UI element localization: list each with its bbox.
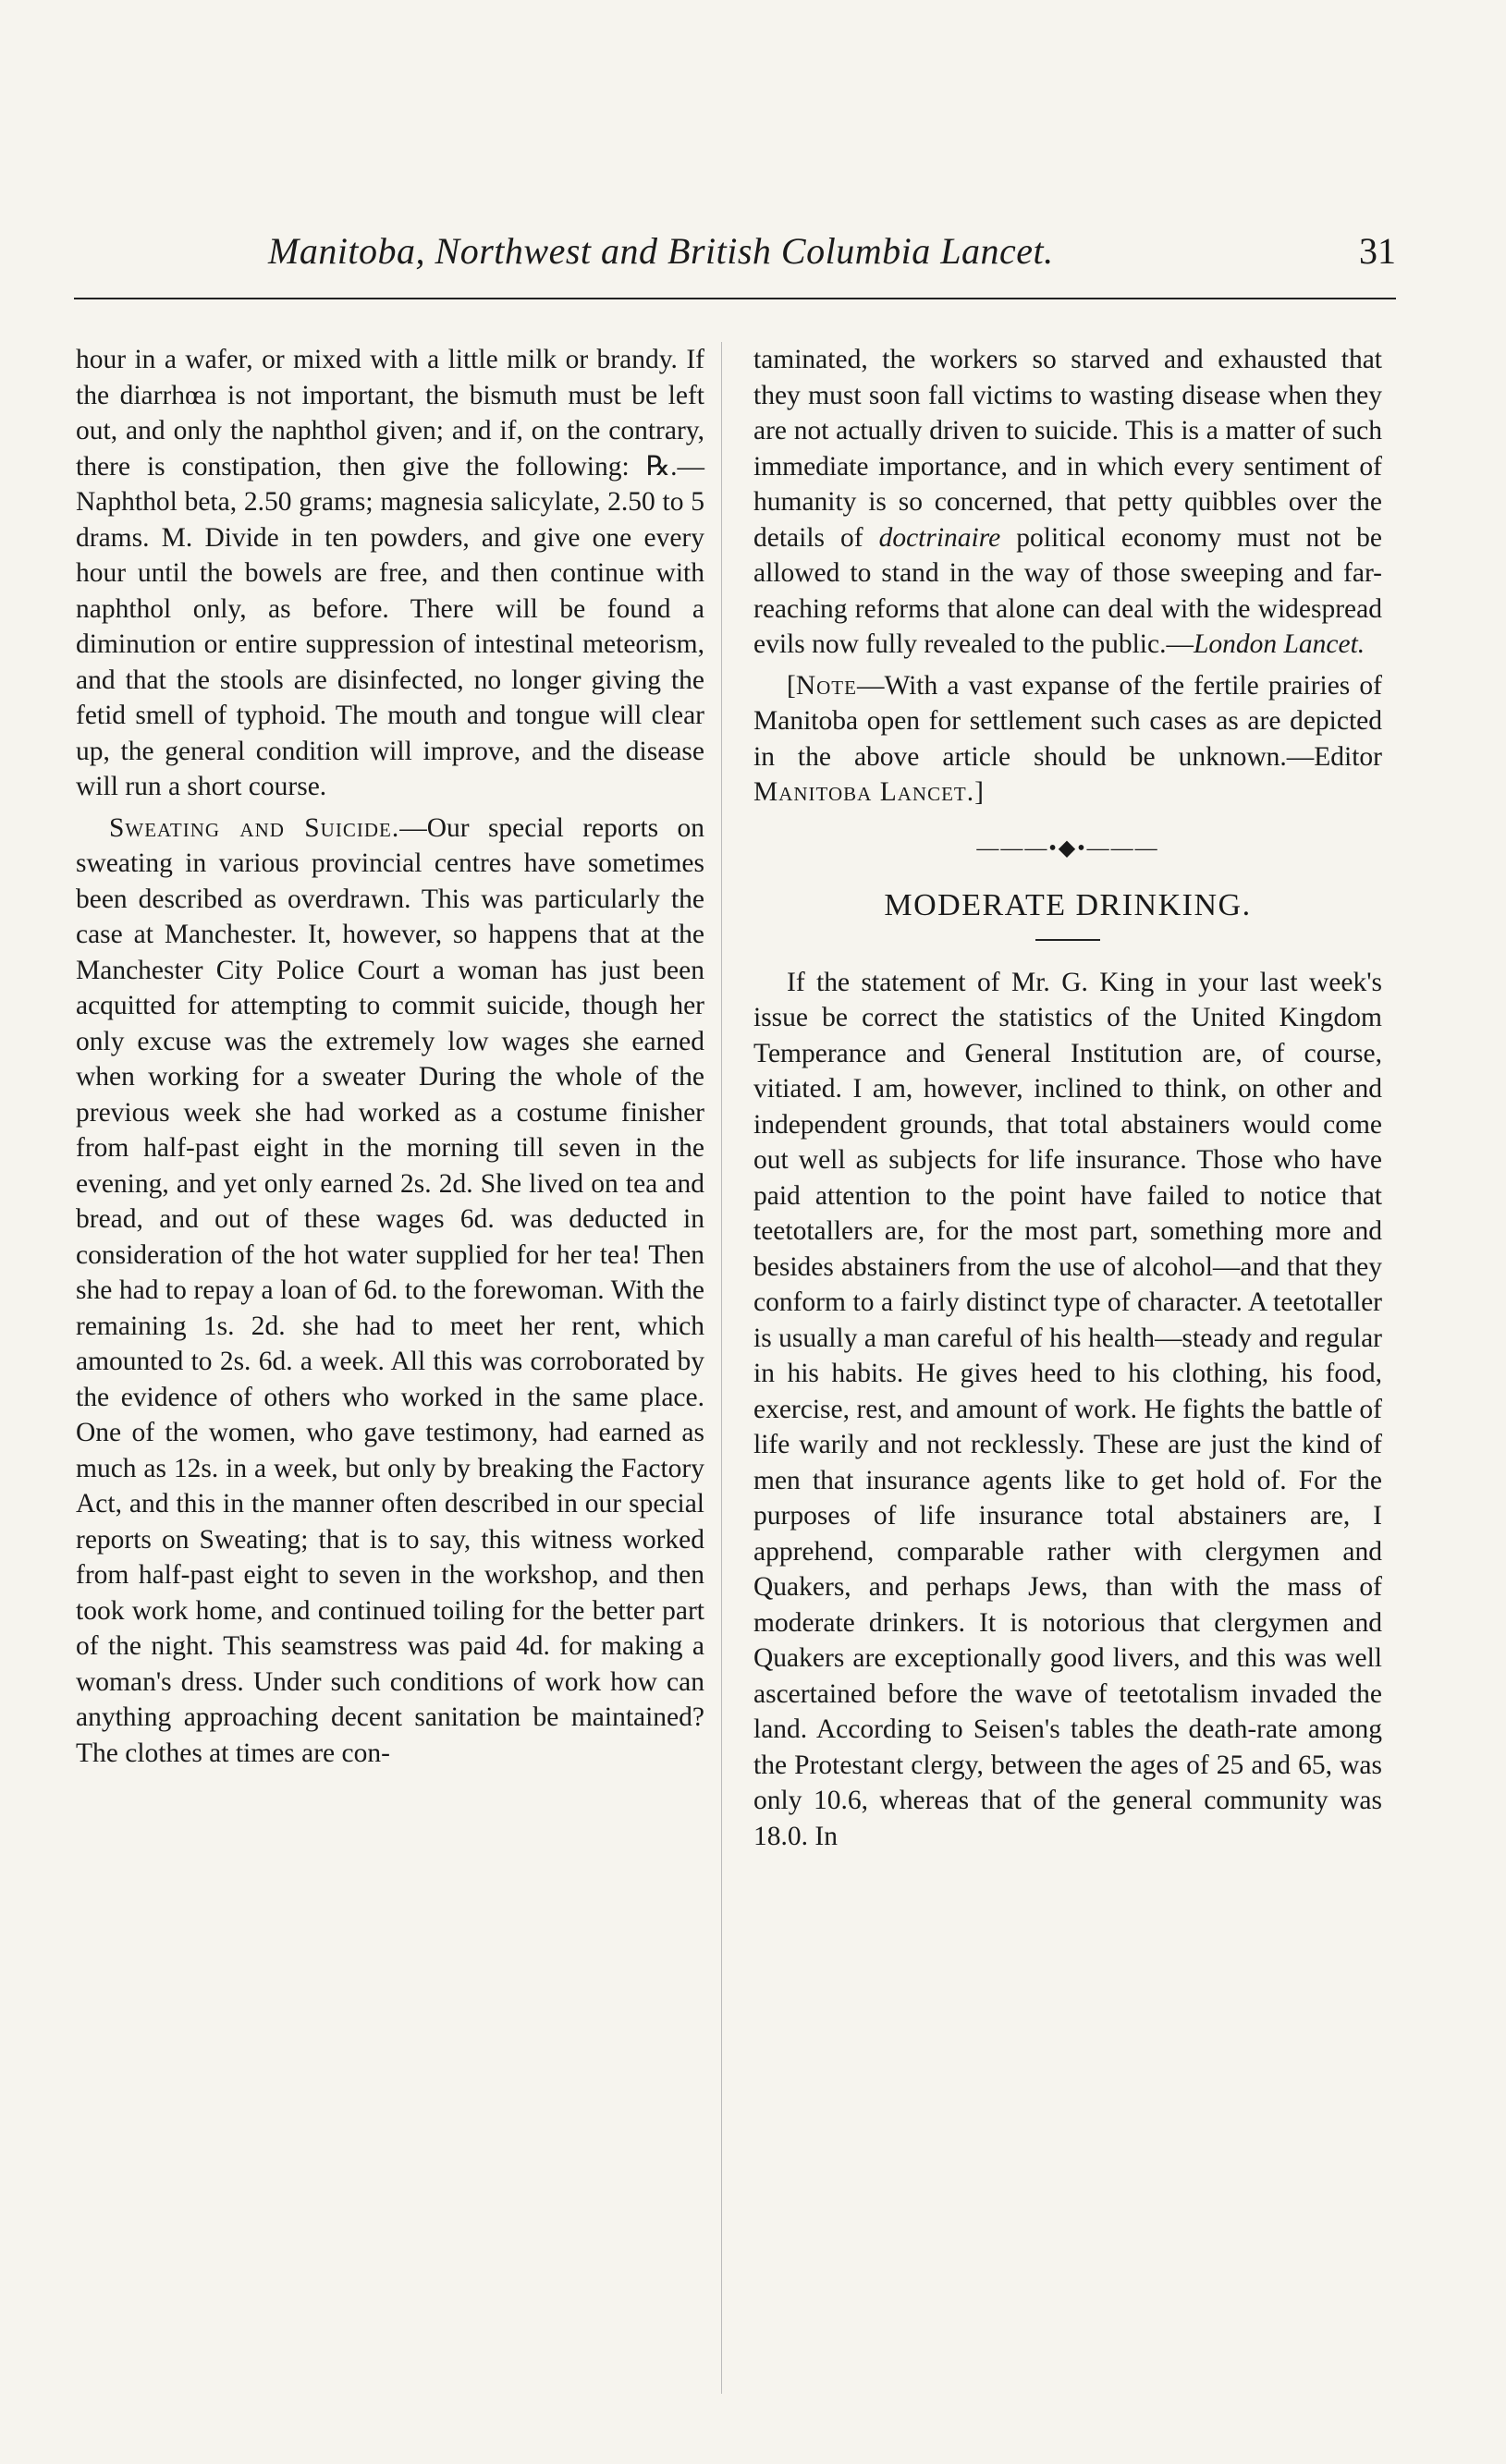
editor-note xyxy=(753,668,1382,811)
paragraph-sweating-and-suicide xyxy=(76,811,704,1772)
note-label: Note xyxy=(795,670,857,701)
italic-term: doctrinaire xyxy=(878,522,1001,553)
paragraph-typhoid-treatment: hour in a wafer, or mixed with a little milk or brandy. If the diarrhœa is not important, the bismuth must be left out, and only the naphthol given; and if, on the contrary, there is constipation, then give the following: ℞.—Naphthol beta, 2.50 grams; magnesia salicylate, 2.50 to 5 drams. M. Divide in ten powders, and give one every hour until the bowels are free, and then continue with naphthol only, as before. There will be found a diminution or entire suppression of intestinal meteorism, and that the stools are disinfected, no longer giving the fetid smell of typhoid. The mouth and tongue will clear up, the general condition will improve, and the disease will run a short course. xyxy=(76,345,704,801)
right-column xyxy=(753,342,1382,1860)
text-run: political economy must not be allowed to stand in the way of those sweeping and far-reaching reforms that alone can deal with the widespread evils now fully revealed to the public.— xyxy=(753,522,1382,659)
bracket-open: [ xyxy=(787,670,796,701)
running-title: Manitoba, Northwest and British Columbia Lancet. xyxy=(268,230,1054,272)
note-body: —With a vast expanse of the fertile prairies of Manitoba open for settlement such cases as are depicted in the above article should be unknown.—Editor xyxy=(753,670,1382,772)
paragraph-continuation xyxy=(753,342,1382,663)
left-column xyxy=(76,342,704,1776)
paragraph-body: —Our special reports on sweating in various provincial centres have sometimes been described as overdrawn. This was particularly the case at Manchester. It, however, so happens that at the Manchester City Police Court a woman has just been acquitted for attempting to commit suicide, though her only excuse was the extremely low wages she earned when working for a sweater During the whole of the previous week she had worked as a costume finisher from half-past eight in the morning till seven in the evening, and yet only earned 2s. 2d. She lived on tea and bread, and out of these wages 6d. was deducted in consideration of the hot water supplied for her tea! Then she had to repay a loan of 6d. to the forewoman. With the remaining 1s. 2d. she had to meet her rent, which amounted to 2s. 6d. a week. All this was corroborated by the evidence of others who worked in the same place. One of the women, who gave testimony, had earned as much as 12s. in a week, but only by breaking the Factory Act, and this in the manner often described in our special reports on Sweating; that is to say, this witness worked from half-past eight to seven in the workshop, and then took work home, and continued toiling for the better part of the night. This seamstress was paid 4d. for making a woman's dress. Under such conditions of work how can anything approaching decent sanitation be maintained? The clothes at times are con- xyxy=(76,812,704,1768)
page-header xyxy=(74,229,1396,294)
note-signature: Manitoba Lancet. xyxy=(753,777,975,807)
paragraph-moderate-drinking: If the statement of Mr. G. King in your last week's issue be correct the statistics of the United Kingdom Temperance and General Institution are, of course, vitiated. I am, however, inclined to think, on other and independent grounds, that total abstainers would come out well as subjects for life insurance. Those who have paid attention to the point have failed to notice that teetotallers are, for the most part, something more and besides abstainers from the use of alcohol—and that they conform to a fairly distinct type of character. A teetotaller is usually a man careful of his health—steady and regular in his habits. He gives heed to his clothing, his food, exercise, rest, and amount of work. He fights the battle of life warily and not recklessly. These are just the kind of men that insurance agents like to get hold of. For the purposes of life insurance total abstainers are, I apprehend, comparable rather with clergymen and Quakers, and perhaps Jews, than with the mass of moderate drinkers. It is notorious that clergymen and Quakers are exceptionally good livers, and this was well ascertained before the wave of teetotalism invaded the land. According to Seisen's tables the death-rate among the Protestant clergy, between the ages of 25 and 65, was only 10.6, whereas that of the general community was 18.0. In xyxy=(753,967,1382,1851)
run-in-heading: Sweating and Suicide. xyxy=(109,812,400,843)
text-run: taminated, the workers so starved and exhausted that they must soon fall victims to wasting disease when they are not actually driven to suicide. This is a matter of such immediate importance, and in which every sentiment of humanity is so concerned, that petty quibbles over the details of xyxy=(753,345,1382,553)
page-number: 31 xyxy=(1359,230,1396,272)
heading-rule xyxy=(1035,939,1100,941)
section-heading: MODERATE DRINKING. xyxy=(884,888,1252,922)
header-rule xyxy=(74,298,1396,299)
bracket-close: ] xyxy=(974,777,984,807)
source-citation: London Lancet. xyxy=(1193,629,1365,659)
section-ornament: ———•◆•——— xyxy=(976,836,1159,860)
column-divider xyxy=(721,342,722,2394)
